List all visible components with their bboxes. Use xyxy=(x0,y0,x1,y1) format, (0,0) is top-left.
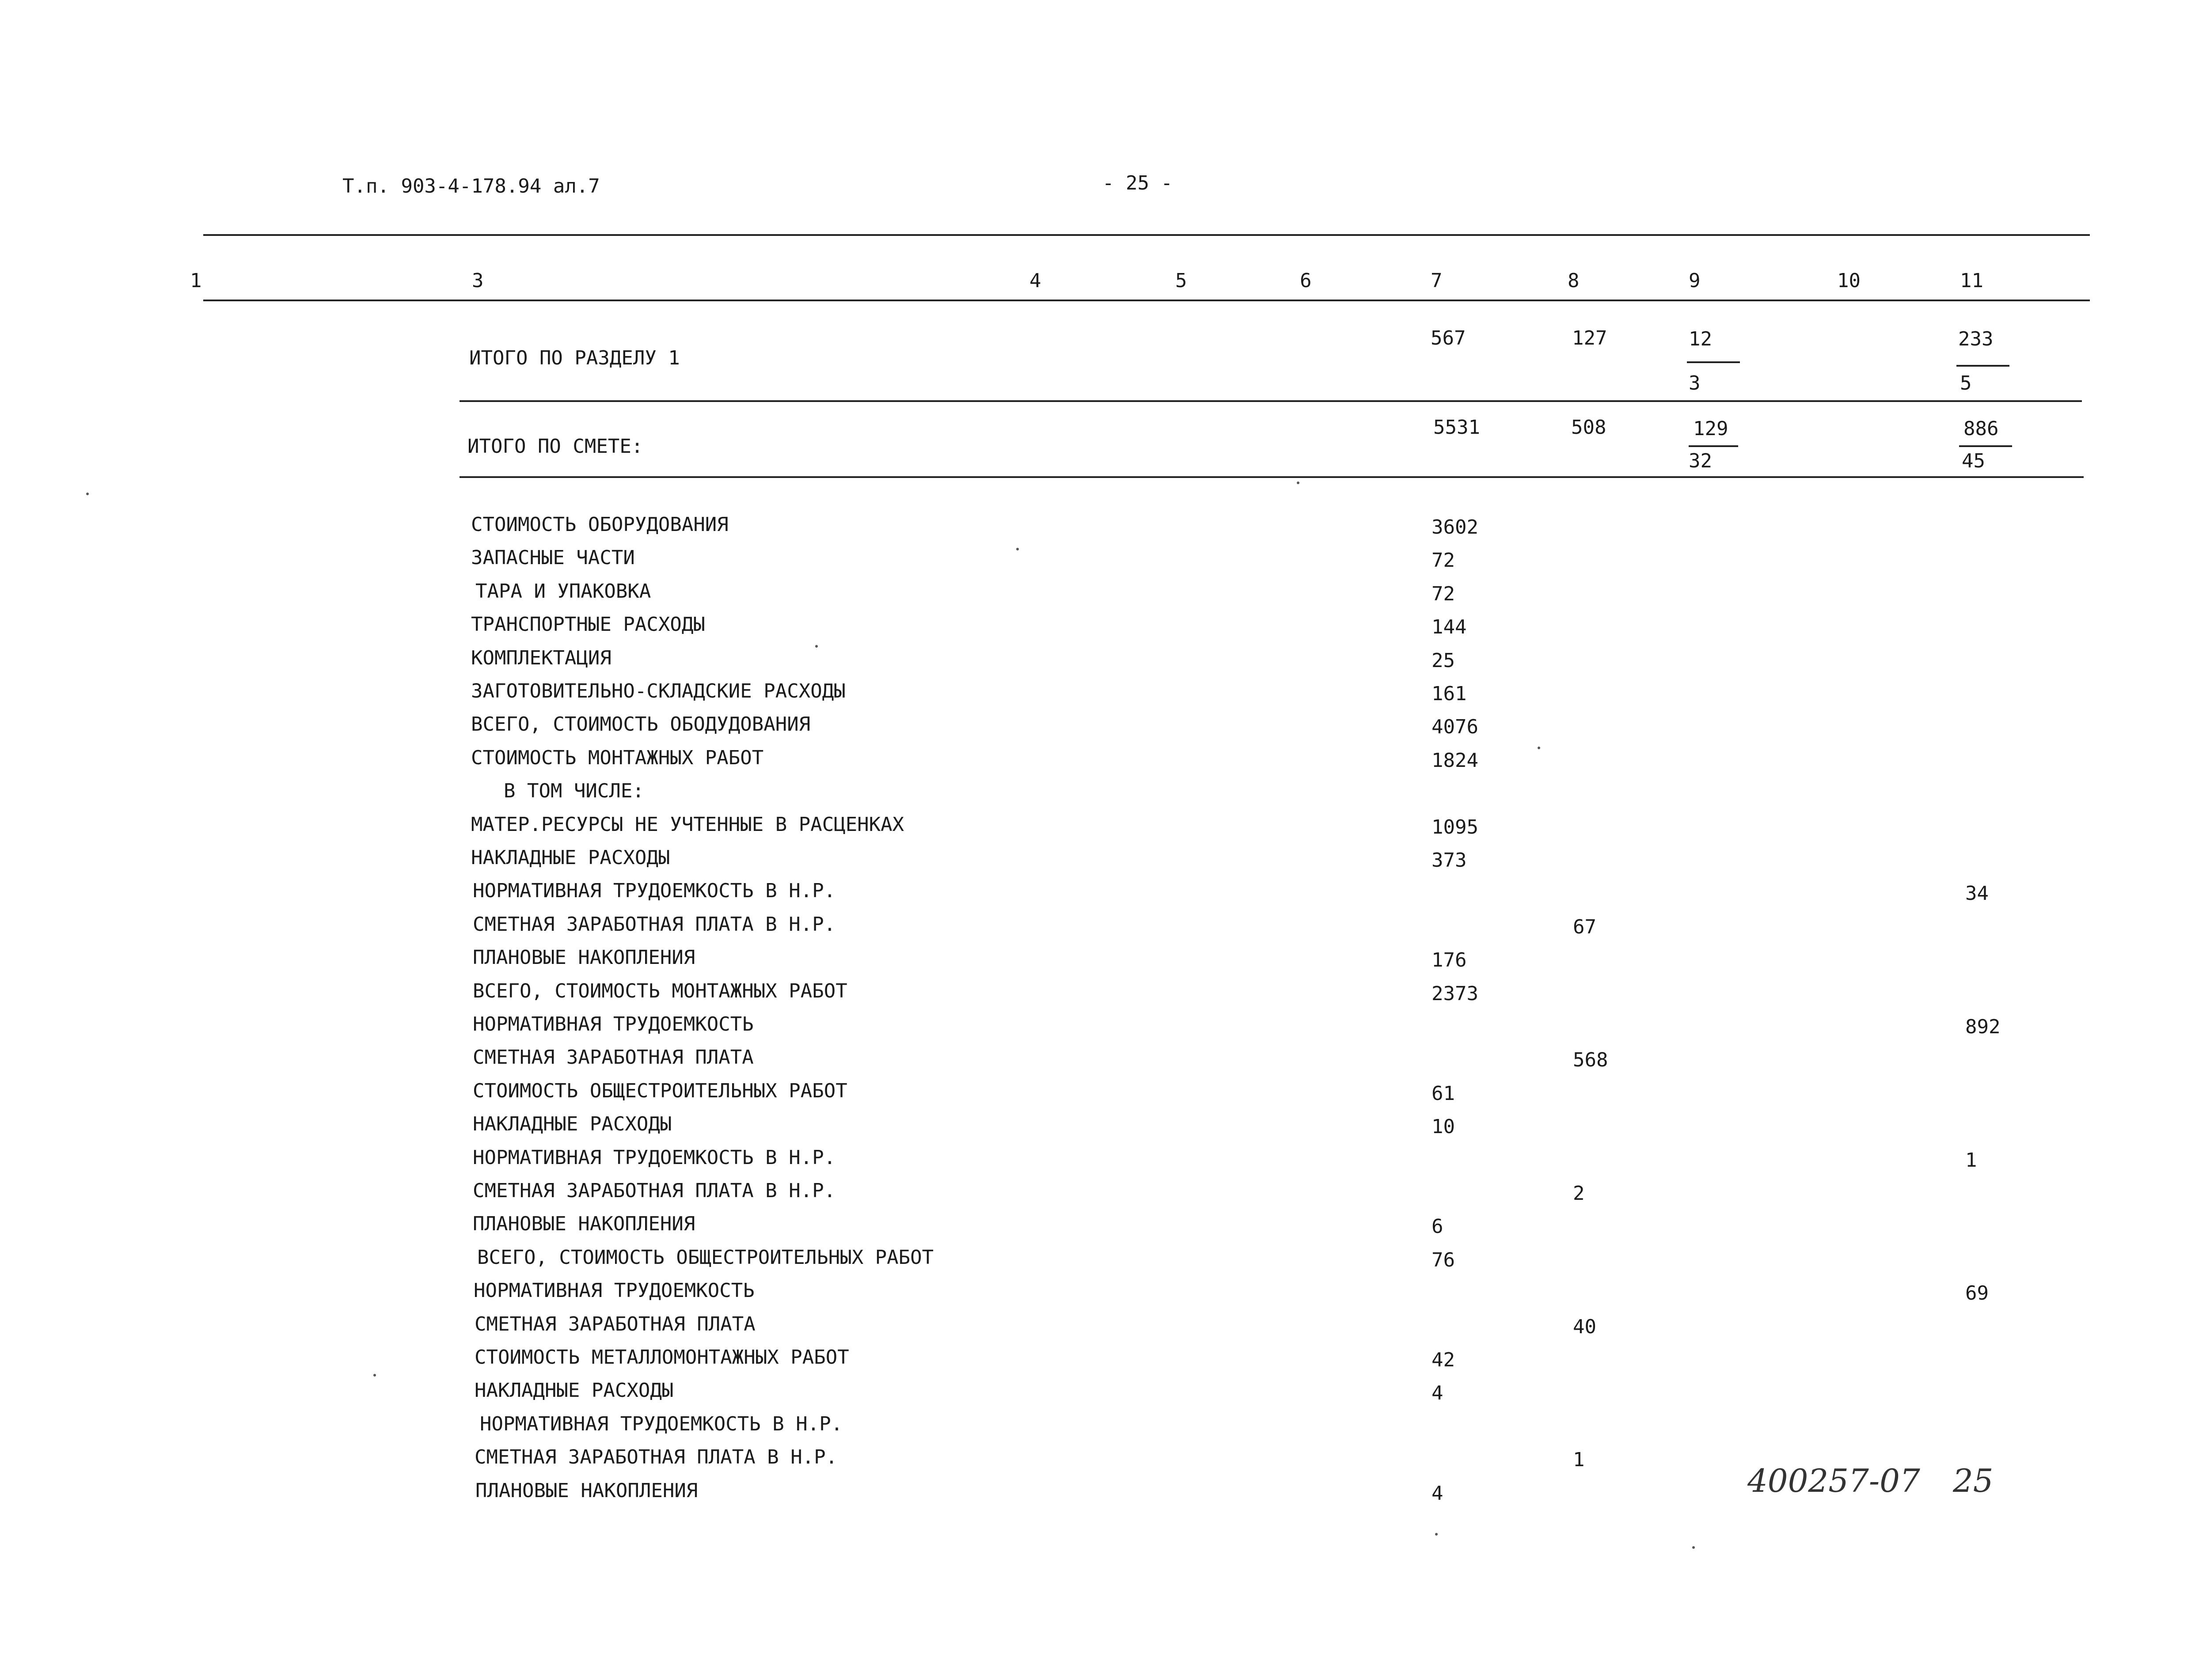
row-label: НАКЛАДНЫЕ РАСХОДЫ xyxy=(475,1379,674,1402)
rule-total-section xyxy=(460,400,2082,402)
row-label: ЗАГОТОВИТЕЛЬНО-СКЛАДСКИЕ РАСХОДЫ xyxy=(471,680,846,702)
column-number-7: 7 xyxy=(1431,269,1443,292)
row-value-c7: 176 xyxy=(1432,949,1467,971)
row-label: СМЕТНАЯ ЗАРАБОТНАЯ ПЛАТА xyxy=(475,1313,756,1335)
scan-speck xyxy=(86,493,89,495)
row-label: МАТЕР.РЕСУРСЫ НЕ УЧТЕННЫЕ В РАСЦЕНКАХ xyxy=(471,813,904,836)
column-number-5: 5 xyxy=(1175,269,1187,292)
row-value-c11: 892 xyxy=(1965,1016,2001,1038)
rule-total-estimate xyxy=(460,476,2084,478)
column-number-3: 3 xyxy=(472,269,484,292)
handwritten-page: 25 xyxy=(1953,1462,1994,1499)
row-label: СМЕТНАЯ ЗАРАБОТНАЯ ПЛАТА В Н.Р. xyxy=(473,1179,836,1202)
total-estimate-label: ИТОГО ПО СМЕТЕ: xyxy=(467,435,643,458)
row-value-c7: 72 xyxy=(1432,583,1455,605)
document-code: Т.п. 903-4-178.94 ал.7 xyxy=(342,175,600,197)
row-value-c8: 40 xyxy=(1573,1316,1596,1338)
page-number: - 25 - xyxy=(1102,172,1173,194)
row-value-c11: 34 xyxy=(1965,882,1989,905)
row-label: НОРМАТИВНАЯ ТРУДОЕМКОСТЬ xyxy=(473,1013,754,1035)
row-label: СТОИМОСТЬ МЕТАЛЛОМОНТАЖНЫХ РАБОТ xyxy=(475,1346,849,1369)
row-label: ТРАНСПОРТНЫЕ РАСХОДЫ xyxy=(471,613,705,636)
row-label: ТАРА И УПАКОВКА xyxy=(475,580,651,603)
scan-speck xyxy=(1016,548,1019,550)
column-number-6: 6 xyxy=(1300,269,1312,292)
row-value-c7: 3602 xyxy=(1432,516,1478,539)
row-value-c7: 72 xyxy=(1432,549,1455,572)
row-value-c7: 42 xyxy=(1432,1349,1455,1371)
row-value-c7: 144 xyxy=(1432,616,1467,638)
row-label: ПЛАНОВЫЕ НАКОПЛЕНИЯ xyxy=(475,1479,698,1502)
row-value-c7: 4076 xyxy=(1432,716,1478,738)
total-estimate-c11-top: 886 xyxy=(1963,417,1999,440)
row-value-c7: 25 xyxy=(1432,649,1455,672)
total-estimate-c9-fraction-line xyxy=(1689,445,1738,447)
row-label: НОРМАТИВНАЯ ТРУДОЕМКОСТЬ В Н.Р. xyxy=(480,1413,843,1435)
row-value-c8: 2 xyxy=(1573,1182,1585,1205)
row-value-c7: 4 xyxy=(1432,1482,1443,1505)
row-value-c8: 67 xyxy=(1573,916,1596,938)
row-value-c7: 1824 xyxy=(1432,749,1478,772)
row-label: СМЕТНАЯ ЗАРАБОТНАЯ ПЛАТА В Н.Р. xyxy=(475,1446,838,1468)
total-section-c11-fraction-line xyxy=(1956,365,2009,367)
row-label: В ТОМ ЧИСЛЕ: xyxy=(504,780,644,802)
row-label: СМЕТНАЯ ЗАРАБОТНАЯ ПЛАТА xyxy=(473,1046,754,1069)
row-label: ВСЕГО, СТОИМОСТЬ ОБЩЕСТРОИТЕЛЬНЫХ РАБОТ xyxy=(477,1246,934,1269)
row-value-c7: 10 xyxy=(1432,1115,1455,1138)
row-label: НОРМАТИВНАЯ ТРУДОЕМКОСТЬ В Н.Р. xyxy=(473,880,836,902)
row-value-c7: 1095 xyxy=(1432,816,1478,838)
column-number-10: 10 xyxy=(1837,269,1861,292)
row-value-c7: 4 xyxy=(1432,1382,1443,1404)
total-estimate-c9-bottom: 32 xyxy=(1689,450,1712,472)
column-number-9: 9 xyxy=(1689,269,1701,292)
column-number-4: 4 xyxy=(1029,269,1041,292)
rule-header-bottom xyxy=(203,300,2090,301)
column-number-1: 1 xyxy=(190,269,202,292)
scan-speck xyxy=(1692,1546,1695,1549)
scan-speck xyxy=(1538,747,1540,749)
row-label: ПЛАНОВЫЕ НАКОПЛЕНИЯ xyxy=(473,946,695,969)
scan-speck xyxy=(1297,482,1299,484)
total-estimate-c8: 508 xyxy=(1571,416,1606,439)
total-section-label: ИТОГО ПО РАЗДЕЛУ 1 xyxy=(469,347,680,369)
row-value-c11: 69 xyxy=(1965,1282,1989,1305)
row-value-c7: 161 xyxy=(1432,683,1467,705)
row-label: КОМПЛЕКТАЦИЯ xyxy=(471,647,611,669)
total-section-c11-top: 233 xyxy=(1958,328,1994,350)
row-label: НАКЛАДНЫЕ РАСХОДЫ xyxy=(473,1113,672,1135)
row-value-c11: 1 xyxy=(1965,1149,1977,1172)
scan-speck xyxy=(815,645,818,648)
rule-top xyxy=(203,234,2090,236)
row-label: СМЕТНАЯ ЗАРАБОТНАЯ ПЛАТА В Н.Р. xyxy=(473,913,836,936)
row-label: ВСЕГО, СТОИМОСТЬ ОБОДУДОВАНИЯ xyxy=(471,713,811,736)
row-label: НОРМАТИВНАЯ ТРУДОЕМКОСТЬ В Н.Р. xyxy=(473,1146,836,1169)
total-estimate-c7: 5531 xyxy=(1433,416,1480,439)
column-number-8: 8 xyxy=(1568,269,1580,292)
total-estimate-c11-fraction-line xyxy=(1959,445,2012,447)
total-estimate-c11-bottom: 45 xyxy=(1962,450,1985,472)
row-label: ВСЕГО, СТОИМОСТЬ МОНТАЖНЫХ РАБОТ xyxy=(473,980,847,1002)
row-value-c7: 2373 xyxy=(1432,982,1478,1005)
scan-speck xyxy=(1435,1533,1438,1536)
total-section-c9-top: 12 xyxy=(1689,328,1712,350)
handwritten-code: 400257-07 xyxy=(1747,1462,1920,1499)
row-value-c7: 6 xyxy=(1432,1215,1443,1238)
total-section-c9-fraction-line xyxy=(1687,361,1740,363)
row-label: СТОИМОСТЬ ОБОРУДОВАНИЯ xyxy=(471,513,729,536)
row-value-c7: 61 xyxy=(1432,1082,1455,1105)
row-label: НОРМАТИВНАЯ ТРУДОЕМКОСТЬ xyxy=(474,1279,755,1302)
row-label: ПЛАНОВЫЕ НАКОПЛЕНИЯ xyxy=(473,1213,695,1235)
row-value-c7: 373 xyxy=(1432,849,1467,872)
row-label: НАКЛАДНЫЕ РАСХОДЫ xyxy=(471,846,670,869)
scan-speck xyxy=(373,1374,376,1377)
total-section-c11-bottom: 5 xyxy=(1960,372,1972,394)
row-value-c8: 568 xyxy=(1573,1049,1608,1071)
row-label: СТОИМОСТЬ МОНТАЖНЫХ РАБОТ xyxy=(471,747,764,769)
row-label: ЗАПАСНЫЕ ЧАСТИ xyxy=(471,546,635,569)
total-estimate-c9-top: 129 xyxy=(1693,417,1728,440)
row-label: СТОИМОСТЬ ОБЩЕСТРОИТЕЛЬНЫХ РАБОТ xyxy=(473,1080,847,1102)
total-section-c9-bottom: 3 xyxy=(1689,372,1701,394)
total-section-c8: 127 xyxy=(1572,327,1607,349)
total-section-c7: 567 xyxy=(1431,327,1466,349)
row-value-c7: 76 xyxy=(1432,1249,1455,1271)
column-number-11: 11 xyxy=(1960,269,1983,292)
row-value-c8: 1 xyxy=(1573,1449,1585,1471)
